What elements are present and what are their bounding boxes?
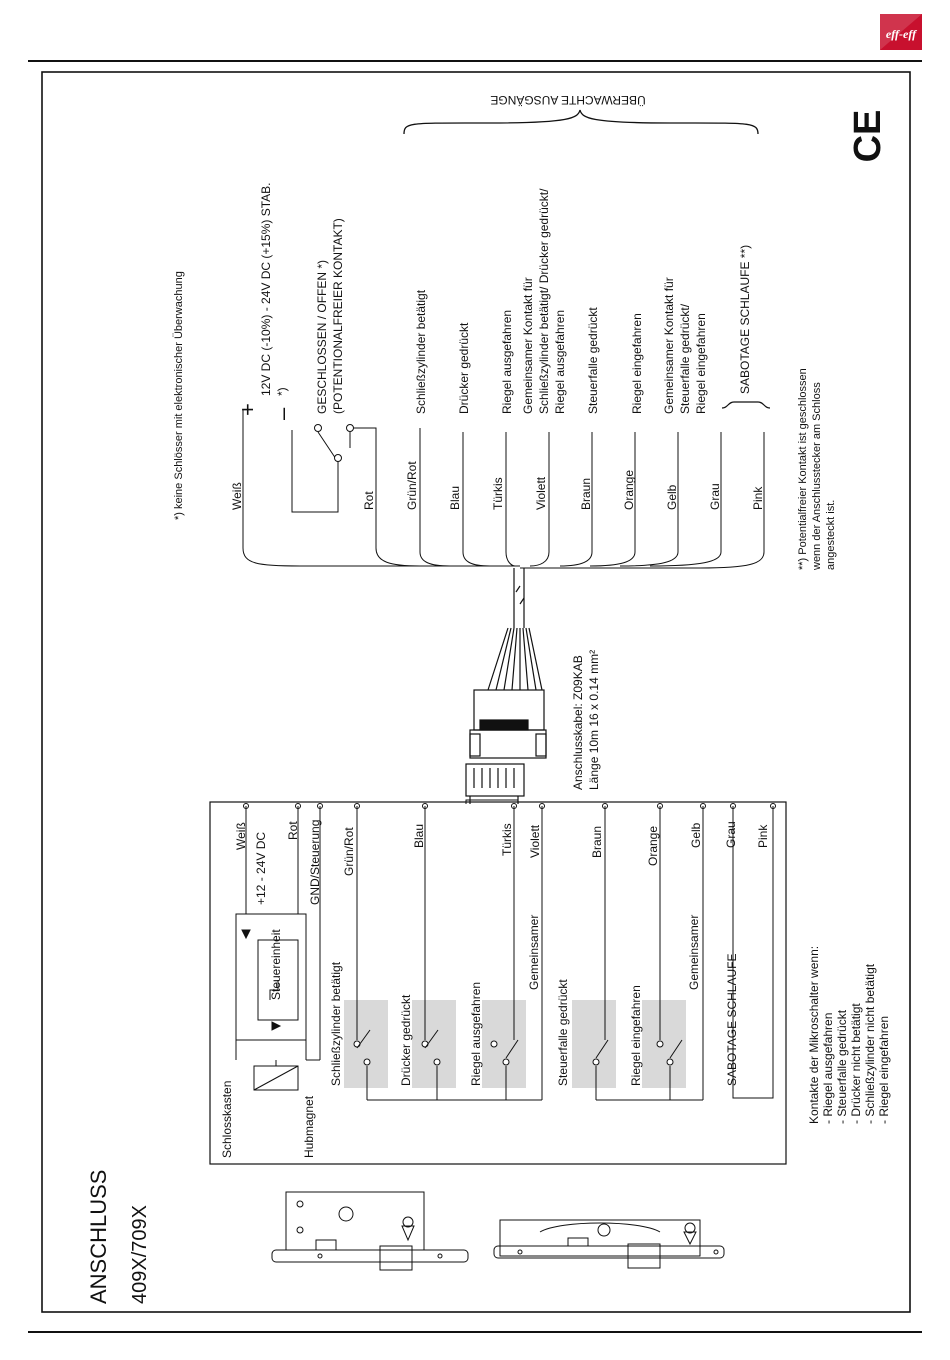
top-wire-pink: Pink — [751, 486, 765, 510]
top-func-7-line2: Steuerfalle gedrückt/ — [678, 303, 692, 414]
title-line1: ANSCHLUSS — [86, 1169, 111, 1304]
cable-label-line1: Anschlusskabel: Z09KAB — [571, 655, 585, 790]
top-wire-tuerkis: Türkis — [491, 477, 505, 510]
switch-2-label: Drücker gedrückt — [399, 994, 413, 1086]
top-wire-violett: Violett — [534, 476, 548, 510]
note-potential-free-line1: **) Potentialfreier Kontakt ist geschlossen — [797, 368, 809, 570]
gnd-label: GND/Steuerung — [308, 819, 322, 905]
top-wire-braun: Braun — [579, 477, 593, 510]
connector-plug — [470, 690, 546, 758]
top-wire-gruenrot: Grün/Rot — [405, 461, 419, 510]
lock-wire-blau: Blau — [412, 823, 426, 848]
top-func-7-line1: Gemeinsamer Kontakt für — [662, 277, 676, 414]
hubmagnet-label: Hubmagnet — [302, 1095, 316, 1158]
outputs-header: ÜBERWACHTE AUSGÄNGE — [490, 93, 646, 107]
lock-wire-gelb: Gelb — [689, 822, 703, 848]
title-line2: 409X/709X — [129, 1205, 151, 1304]
common-2-label: Gemeinsamer — [687, 914, 701, 990]
lock-wire-gruenrot: Grün/Rot — [342, 827, 356, 876]
top-func-5: Steuerfalle gedrückt — [586, 307, 600, 414]
minus-symbol: – — [270, 407, 295, 420]
top-func-3: Riegel ausgefahren — [500, 309, 514, 414]
top-wire-grau: Grau — [708, 483, 722, 510]
switch-5-label: Riegel eingefahren — [629, 985, 643, 1086]
top-func-8: SABOTAGE SCHLAUFE **) — [738, 244, 752, 394]
lock-wire-orange: Orange — [646, 825, 660, 866]
top-func-4-line2: Schließzylinder betätigt/ Drücker gedrückt/ — [537, 188, 551, 414]
contacts-note-title: Kontakte der Mikroschalter wenn: — [807, 945, 821, 1124]
cable-label-line2: Länge 10m 16 x 0.14 mm² — [587, 649, 601, 790]
lock-box-label: Schlosskasten — [220, 1080, 234, 1158]
note-potential-free-line2: wenn der Anschlusstecker am Schloss — [811, 382, 823, 570]
contacts-note-item-5: - Riegel eingefahren — [877, 1015, 891, 1124]
lock-wire-pink: Pink — [756, 824, 770, 848]
top-func-4-line3: Riegel ausgefahren — [553, 309, 567, 414]
top-wire-gelb: Gelb — [665, 484, 679, 510]
sabotage-brace — [722, 402, 770, 408]
lock-wire-weiss: Weiß — [234, 822, 248, 850]
state-contact-line1: GESCHLOSSEN / OFFEN *) — [315, 259, 329, 414]
top-wire-weiss: Weiß — [230, 482, 244, 510]
diagram-frame — [42, 72, 910, 1312]
cable — [488, 568, 542, 690]
supply-label: +12 - 24V DC — [254, 831, 268, 905]
top-func-1: Schließzylinder betätigt — [414, 289, 428, 414]
supply-voltage: 12V DC (-10%) - 24V DC (+15%) STAB. — [259, 182, 273, 396]
top-wire-blau: Blau — [448, 485, 462, 510]
note-no-monitoring: *) keine Schlösser mit elektronischer Überwachung — [173, 271, 185, 520]
note-potential-free-line3: angesteckt ist. — [825, 499, 837, 570]
control-unit-label: Steuereinheit — [269, 929, 283, 1000]
switch-3-label: Riegel ausgefahren — [469, 981, 483, 1086]
state-contact-line2: (POTENTIONALFREIER KONTAKT) — [331, 218, 345, 414]
lock-wire-rot: Rot — [286, 821, 300, 840]
supply-voltage-note: *) — [275, 387, 289, 396]
logo-text: eff-eff — [885, 27, 917, 41]
contacts-note-item-3: - Drücker nicht betätigt — [849, 1003, 863, 1124]
top-func-2: Drücker gedrückt — [457, 322, 471, 414]
top-func-4-line1: Gemeinsamer Kontakt für — [521, 277, 535, 414]
top-func-7-line3: Riegel eingefahren — [694, 313, 708, 414]
switch-4-label: Steuerfalle gedrückt — [556, 979, 570, 1086]
lock-drawing-1 — [272, 1192, 468, 1270]
lock-drawing-2 — [494, 1220, 724, 1268]
top-func-6: Riegel eingefahren — [630, 313, 644, 414]
lock-wire-grau: Grau — [724, 821, 738, 848]
lock-wire-violett: Violett — [528, 824, 542, 858]
contacts-note-item-4: - Schließzylinder nicht betätigt — [863, 963, 877, 1124]
common-1-label: Gemeinsamer — [527, 914, 541, 990]
contacts-note-item-2: - Steuerfalle gedrückt — [835, 1009, 849, 1124]
sabotage-label: SABOTAGE SCHLAUFE — [725, 953, 739, 1086]
top-wire-rot: Rot — [362, 491, 376, 510]
connector-socket — [466, 764, 524, 804]
lock-wire-braun: Braun — [590, 825, 604, 858]
ce-mark: CE — [847, 109, 889, 163]
top-wire-orange: Orange — [622, 469, 636, 510]
plus-symbol: + — [235, 403, 260, 416]
switch-1-label: Schließzylinder betätigt — [329, 961, 343, 1086]
contacts-note-item-1: - Riegel ausgefahren — [821, 1012, 835, 1124]
outputs-brace — [404, 110, 758, 134]
lock-wire-tuerkis: Türkis — [500, 823, 514, 856]
